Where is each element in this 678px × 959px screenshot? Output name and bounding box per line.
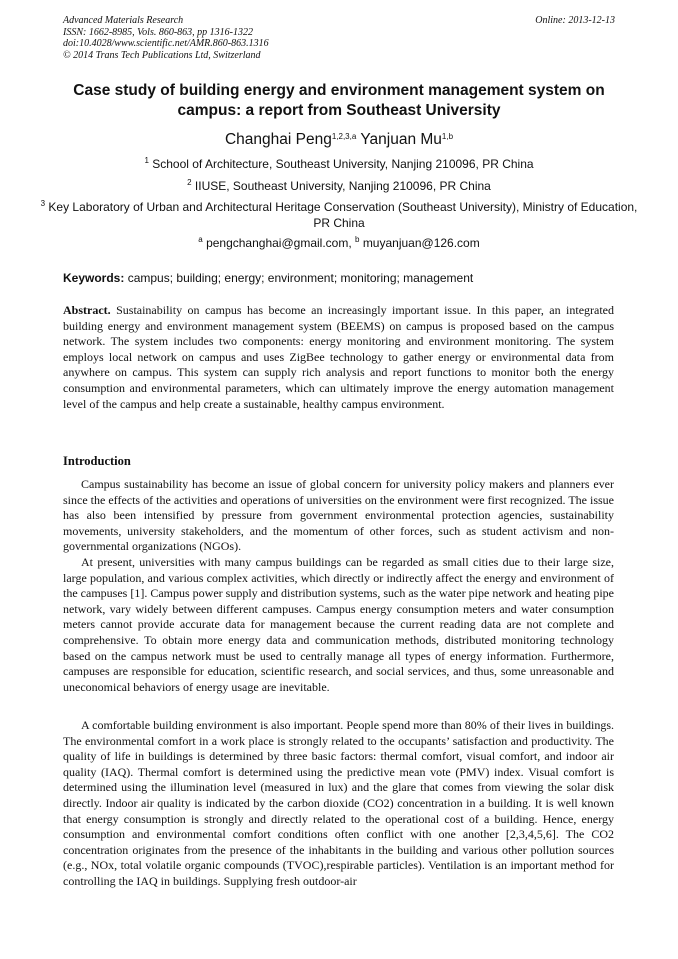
email-marker: a (198, 235, 203, 244)
abstract (63, 303, 614, 412)
journal-name: Advanced Materials Research (63, 15, 184, 26)
email-line (40, 235, 638, 251)
abstract-label: Abstract. (63, 303, 111, 317)
paper-title: Case study of building energy and environment management system on campus: a report from Southeast University (73, 82, 605, 119)
affiliation-marker: 1 (144, 156, 149, 165)
affiliation-2 (40, 178, 638, 194)
section-heading: Introduction (63, 454, 131, 468)
email-link[interactable]: pengchanghai@gmail.com, (206, 236, 352, 250)
author-line (40, 130, 638, 150)
paragraph: Campus sustainability has become an issue of global concern for university policy makers and planners ever since the effects of the activities and operations of universities on the environment were first recognized. The issue has also been intensified by pressure from government environmental protection agencies, sustainability movements, university stakeholders, and the momentum of other forces, such as student activism and non-governmental organizations (NGOs). (63, 477, 614, 554)
affiliation-text: Key Laboratory of Urban and Architectural Heritage Conservation (Southeast University), Ministry of Education, PR China (48, 200, 638, 230)
issn-line: ISSN: 1662-8985, Vols. 860-863, pp 1316-1322 (63, 26, 253, 38)
author-name: Yanjuan Mu (360, 131, 442, 148)
author-name: Changhai Peng (224, 131, 332, 148)
keywords-text: campus; building; energy; environment; monitoring; management (127, 271, 474, 285)
affiliation-text: School of Architecture, Southeast University, Nanjing 210096, PR China (152, 157, 534, 171)
doi-line: doi:10.4028/www.scientific.net/AMR.860-863.1316 (63, 38, 269, 49)
author-affiliation-marker: 1,b (441, 132, 454, 141)
email-marker: b (355, 235, 360, 244)
keywords (63, 270, 615, 286)
abstract-text: Sustainability on campus has become an increasingly important issue. In this paper, an integrated building energy and environment management system (BEEMS) on campus is proposed based on the campus network. The system includes two components: energy monitoring and environment monitoring. The system employs local network on campus and uses ZigBee technology to gather energy or environmental data from anywhere on campus. This system can supply rich analysis and report functions to monitor both the energy consumption and environmental parameters, which can ultimately improve the energy automation management level of the campus and help create a sustainable, healthy campus environment. (63, 303, 615, 411)
email-link[interactable]: muyanjuan@126.com (362, 236, 480, 250)
paragraph: A comfortable building environment is also important. People spend more than 80% of their lives in buildings. The environmental comfort in a work place is strongly related to the occupants’ satisfaction and productivity. The quality of life in buildings is determined by three basic factors: thermal comfort, visual comfort, and indoor air quality (IAQ). Thermal comfort is determined using the predictive mean vote (PMV) index. Visual comfort is determined using the illumination level (measured in lux) and the glare that comes from viewing the solar disk directly. Indoor air quality is indicated by the carbon dioxide (CO2) concentration in a building. It is well known that energy consumption is strongly and directly related to the operational cost of a building. Hence, energy consumption and environmental comfort conditions often conflict with one another [2,3,4,5,6]. The CO2 concentration originates from the presence of the inhabitants in the building and various other pollution sources (e.g., NOx, total volatile organic compounds (TVOC),respirable particles). Ventilation is an important method for controlling the IAQ in buildings. Supplying fresh outdoor-air (63, 718, 614, 888)
copyright-line: © 2014 Trans Tech Publications Ltd, Switzerland (63, 49, 261, 61)
online-date: Online: 2013-12-13 (535, 15, 615, 26)
affiliation-1 (40, 156, 638, 172)
author-affiliation-marker: 1,2,3,a (331, 132, 357, 141)
affiliation-text: IIUSE, Southeast University, Nanjing 210096, PR China (194, 179, 491, 193)
keywords-label: Keywords: (63, 271, 125, 285)
paragraph: At present, universities with many campus buildings can be regarded as small cities due to their large size, large population, and various complex activities, which directly or indirectly affect the energy and environment of the campuses [1]. Campus power supply and distribution systems, such as the water pipe network and heating pipe network, vary widely between different campuses. Campus energy consumption meters and water consumption meters cannot provide accurate data for management because the current reading data are not complete and comprehensive. To obtain more energy data and communication methods, distributed monitoring technology based on the campus network must be used to centrally manage all types of energy information. Furthermore, campuses are responsible for education, scientific research, and social services, and thus, some unreasonable and uneconomical behaviors of energy usage are inevitable. (63, 555, 614, 694)
affiliation-marker: 3 (40, 199, 46, 208)
journal-header (63, 15, 615, 61)
affiliation-3 (40, 199, 638, 231)
affiliation-marker: 2 (187, 178, 192, 187)
